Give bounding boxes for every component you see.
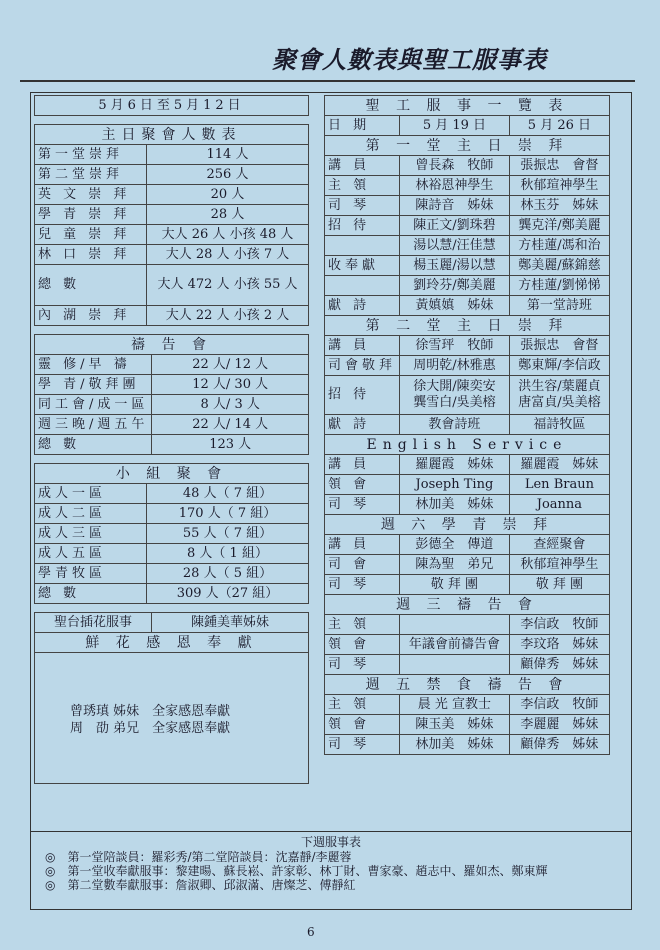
second-service-person: 福詩牧區 [509, 415, 609, 435]
sunday-row [35, 205, 309, 225]
service-header-row [325, 116, 610, 136]
groups-value: 55 人（ 7 組） [147, 524, 309, 544]
friday-prayer-person: 顧偉秀 姊妹 [509, 735, 609, 755]
first-service-person: 林裕恩神學生 [400, 176, 510, 196]
first-service-row [325, 236, 610, 256]
sunday-row [35, 245, 309, 265]
sunday-value: 大人 26 人 小孩 48 人 [147, 225, 309, 245]
first-service-role: 司 琴 [325, 196, 400, 216]
first-service-person: 林玉芬 姊妹 [509, 196, 609, 216]
english-service-role: 司 琴 [325, 495, 400, 515]
groups-name: 總 數 [35, 584, 147, 604]
prayer-value: 8 人/ 3 人 [152, 395, 309, 415]
page-number: 6 [307, 925, 315, 939]
wednesday-prayer-role: 主 領 [325, 615, 400, 635]
second-service-ushers-b [509, 376, 609, 415]
sunday-value: 256 人 [147, 165, 309, 185]
wednesday-prayer-person [400, 615, 510, 635]
prayer-name: 總 數 [35, 435, 152, 455]
next-week-line: ◎ 第一堂收奉獻服事：黎建暘、蘇長崧、許家彰、林丁財、曹家豪、趙志中、羅如杰、鄭東輝 [45, 864, 548, 878]
groups-name: 成人三區 [35, 524, 147, 544]
sunday-name: 第一堂崇拜 [35, 145, 147, 165]
english-service-role: 講 員 [325, 455, 400, 475]
friday-prayer-row [325, 735, 610, 755]
prayer-row [35, 375, 309, 395]
second-service-ushers-row [325, 376, 610, 415]
youth-service-row [325, 575, 610, 595]
wednesday-prayer-row [325, 635, 610, 655]
friday-prayer-person: 林加美 姊妹 [400, 735, 510, 755]
prayer-meeting-table [34, 334, 309, 455]
youth-service-person: 查經聚會 [509, 535, 609, 555]
sunday-value: 大人 22 人 小孩 2 人 [147, 306, 309, 326]
youth-service-person: 敬 拜 團 [509, 575, 609, 595]
friday-prayer-person: 陳玉美 姊妹 [400, 715, 510, 735]
sunday-name: 總 數 [35, 265, 147, 306]
youth-service-role: 講 員 [325, 535, 400, 555]
second-service-role: 獻 詩 [325, 415, 400, 435]
next-week-line: ◎ 第二堂數奉獻服事：詹淑卿、邱淑滿、唐燦芝、傅靜紅 [45, 878, 356, 892]
second-service-choir-row [325, 415, 610, 435]
friday-prayer-row [325, 695, 610, 715]
groups-row [35, 584, 309, 604]
usher-pair: 徐大開/陳奕安 [413, 379, 496, 394]
sunday-value: 大人 28 人 小孩 7 人 [147, 245, 309, 265]
youth-service-role: 司 會 [325, 555, 400, 575]
friday-prayer-role: 主 領 [325, 695, 400, 715]
english-service-person: Joanna [509, 495, 609, 515]
english-service-person: 羅麗霞 姊妹 [400, 455, 510, 475]
prayer-value: 22 人/ 14 人 [152, 415, 309, 435]
first-service-title: 第 一 堂 主 日 崇 拜 [325, 136, 610, 156]
prayer-row [35, 395, 309, 415]
first-service-row [325, 256, 610, 276]
next-week-box [30, 831, 632, 910]
wednesday-prayer-title-row [325, 595, 610, 615]
service-table [324, 95, 610, 755]
wednesday-prayer-row [325, 615, 610, 635]
flower-label: 聖台插花服事 [35, 613, 152, 633]
service-header-cell: 5 月 19 日 [400, 116, 510, 136]
thanks-box [34, 653, 309, 784]
second-service-row [325, 336, 610, 356]
english-service-row [325, 455, 610, 475]
sunday-row [35, 225, 309, 245]
groups-row [35, 484, 309, 504]
youth-service-role: 司 琴 [325, 575, 400, 595]
second-service-person: 鄭東輝/李信政 [509, 356, 609, 376]
next-week-line: ◎ 第一堂陪談員：羅彩秀/第二堂陪談員：沈嘉靜/李麗蓉 [45, 850, 352, 864]
second-service-ushers-a [400, 376, 510, 415]
next-week-title: 下週服事表 [300, 835, 361, 849]
sunday-name: 林 口 崇 拜 [35, 245, 147, 265]
left-column [34, 95, 309, 784]
second-service-role: 講 員 [325, 336, 400, 356]
sunday-name: 第二堂崇拜 [35, 165, 147, 185]
first-service-person: 龔克洋/鄭美麗 [509, 216, 609, 236]
groups-value: 48 人（ 7 組） [147, 484, 309, 504]
wednesday-prayer-role: 司 琴 [325, 655, 400, 675]
date-range-box [34, 95, 309, 116]
second-service-row [325, 356, 610, 376]
english-service-person: 羅麗霞 姊妹 [509, 455, 609, 475]
groups-value: 170 人（ 7 組） [147, 504, 309, 524]
groups-value: 8 人（ 1 組） [147, 544, 309, 564]
first-service-role: 收奉獻 [325, 256, 400, 276]
wednesday-prayer-row [325, 655, 610, 675]
first-service-person: 方桂蓮/馮和治 [509, 236, 609, 256]
sunday-name: 學 青 崇 拜 [35, 205, 147, 225]
service-header-cell: 日 期 [325, 116, 400, 136]
sunday-row [35, 265, 309, 306]
usher-pair: 唐富貞/吳美榕 [518, 395, 601, 410]
sunday-value: 114 人 [147, 145, 309, 165]
second-service-title-row [325, 316, 610, 336]
service-header-cell: 5 月 26 日 [509, 116, 609, 136]
groups-row [35, 524, 309, 544]
second-service-person: 張振忠 會督 [509, 336, 609, 356]
flower-service-table [34, 612, 309, 653]
groups-title: 小 組 聚 會 [35, 464, 309, 484]
friday-prayer-person: 晨 光 宣教士 [400, 695, 510, 715]
english-service-title-row [325, 435, 610, 455]
prayer-value: 123 人 [152, 435, 309, 455]
first-service-person: 第一堂詩班 [509, 296, 609, 316]
english-service-title: English Service [325, 435, 610, 455]
first-service-role: 獻 詩 [325, 296, 400, 316]
first-service-person: 陳詩音 姊妹 [400, 196, 510, 216]
service-title: 聖 工 服 事 一 覽 表 [325, 96, 610, 116]
youth-service-row [325, 555, 610, 575]
youth-service-person: 陳為聖 弟兄 [400, 555, 510, 575]
sunday-value: 20 人 [147, 185, 309, 205]
youth-service-person: 秋郁瑄神學生 [509, 555, 609, 575]
first-service-role: 主 領 [325, 176, 400, 196]
second-service-title: 第 二 堂 主 日 崇 拜 [325, 316, 610, 336]
page-title: 聚會人數表與聖工服事表 [272, 45, 547, 74]
youth-service-person: 敬 拜 團 [400, 575, 510, 595]
english-service-row [325, 495, 610, 515]
wednesday-prayer-role: 領 會 [325, 635, 400, 655]
groups-value: 28 人（ 5 組） [147, 564, 309, 584]
sunday-title: 主日聚會人數表 [35, 125, 309, 145]
first-service-person: 陳正文/劉珠碧 [400, 216, 510, 236]
english-service-person: 林加美 姊妹 [400, 495, 510, 515]
wednesday-prayer-person: 李信政 牧師 [509, 615, 609, 635]
usher-pair: 龔雪白/吳美榕 [413, 395, 496, 410]
sunday-name: 英 文 崇 拜 [35, 185, 147, 205]
first-service-row [325, 296, 610, 316]
first-service-role [325, 276, 400, 296]
youth-service-title-row [325, 515, 610, 535]
groups-name: 成人一區 [35, 484, 147, 504]
date-range: 5月6日至5月12日 [35, 96, 309, 116]
first-service-row [325, 176, 610, 196]
prayer-value: 22 人/ 12 人 [152, 355, 309, 375]
second-service-person: 教會詩班 [400, 415, 510, 435]
english-service-role: 領 會 [325, 475, 400, 495]
youth-service-person: 彭德全 傳道 [400, 535, 510, 555]
groups-row [35, 544, 309, 564]
wednesday-prayer-title: 週 三 禱 告 會 [325, 595, 610, 615]
thanks-title: 鮮 花 感 恩 奉 獻 [35, 633, 309, 653]
wednesday-prayer-person: 李玟珞 姊妹 [509, 635, 609, 655]
sunday-row [35, 185, 309, 205]
prayer-row [35, 355, 309, 375]
groups-name: 成人五區 [35, 544, 147, 564]
usher-pair: 洪生容/葉麗貞 [518, 379, 601, 394]
second-service-role: 司會敬拜 [325, 356, 400, 376]
first-service-person: 黃嫃嫃 姊妹 [400, 296, 510, 316]
groups-name: 成人二區 [35, 504, 147, 524]
sunday-name: 內 湖 崇 拜 [35, 306, 147, 326]
first-service-person: 張振忠 會督 [509, 156, 609, 176]
first-service-row [325, 196, 610, 216]
sunday-row [35, 306, 309, 326]
first-service-person: 曾長森 牧師 [400, 156, 510, 176]
first-service-person: 方桂蓮/劉悌悌 [509, 276, 609, 296]
prayer-row [35, 435, 309, 455]
wednesday-prayer-person: 顧偉秀 姊妹 [509, 655, 609, 675]
prayer-value: 12 人/ 30 人 [152, 375, 309, 395]
first-service-role: 講 員 [325, 156, 400, 176]
first-service-person: 劉玲芬/鄭美麗 [400, 276, 510, 296]
sunday-name: 兒 童 崇 拜 [35, 225, 147, 245]
groups-row [35, 564, 309, 584]
youth-service-title: 週 六 學 青 崇 拜 [325, 515, 610, 535]
first-service-person: 鄭美麗/蘇錦慈 [509, 256, 609, 276]
sunday-row [35, 145, 309, 165]
sunday-row [35, 165, 309, 185]
friday-prayer-person: 李麗麗 姊妹 [509, 715, 609, 735]
first-service-person: 楊玉麗/湯以慧 [400, 256, 510, 276]
english-service-person: Len Braun [509, 475, 609, 495]
groups-name: 學青牧區 [35, 564, 147, 584]
right-column [324, 95, 610, 755]
wednesday-prayer-person [400, 655, 510, 675]
prayer-name: 靈 修/早 禱 [35, 355, 152, 375]
friday-prayer-title: 週 五 禁 食 禱 告 會 [325, 675, 610, 695]
wednesday-prayer-person: 年議會前禱告會 [400, 635, 510, 655]
second-service-person: 周明乾/林雅惠 [400, 356, 510, 376]
thanks-line: 周 劭 弟兄 全家感恩奉獻 [70, 721, 231, 736]
second-service-role: 招 待 [325, 376, 400, 415]
prayer-name: 週三晚/週五午 [35, 415, 152, 435]
small-group-table [34, 463, 309, 604]
prayer-title: 禱 告 會 [35, 335, 309, 355]
second-service-person: 徐雪玶 牧師 [400, 336, 510, 356]
friday-prayer-person: 李信政 牧師 [509, 695, 609, 715]
prayer-name: 學 青/敬拜團 [35, 375, 152, 395]
first-service-row [325, 276, 610, 296]
title-rule [20, 80, 635, 82]
first-service-row [325, 216, 610, 236]
first-service-row [325, 156, 610, 176]
friday-prayer-row [325, 715, 610, 735]
sunday-attendance-table [34, 124, 309, 326]
first-service-person: 秋郁瑄神學生 [509, 176, 609, 196]
friday-prayer-role: 司 琴 [325, 735, 400, 755]
sunday-value: 大人 472 人 小孩 55 人 [147, 265, 309, 306]
service-title-row [325, 96, 610, 116]
english-service-person: Joseph Ting [400, 475, 510, 495]
thanks-lines [70, 703, 230, 737]
prayer-row [35, 415, 309, 435]
groups-value: 309 人（27 組） [147, 584, 309, 604]
english-service-row [325, 475, 610, 495]
first-service-person: 湯以慧/汪佳慧 [400, 236, 510, 256]
friday-prayer-role: 領 會 [325, 715, 400, 735]
sunday-value: 28 人 [147, 205, 309, 225]
friday-prayer-title-row [325, 675, 610, 695]
flower-value: 陳鍾美華姊妹 [152, 613, 309, 633]
youth-service-row [325, 535, 610, 555]
groups-row [35, 504, 309, 524]
prayer-name: 同工會/成一區 [35, 395, 152, 415]
first-service-role: 招 待 [325, 216, 400, 236]
first-service-role [325, 236, 400, 256]
first-service-title-row [325, 136, 610, 156]
thanks-line: 曾琇瑱 姊妹 全家感恩奉獻 [70, 704, 231, 719]
